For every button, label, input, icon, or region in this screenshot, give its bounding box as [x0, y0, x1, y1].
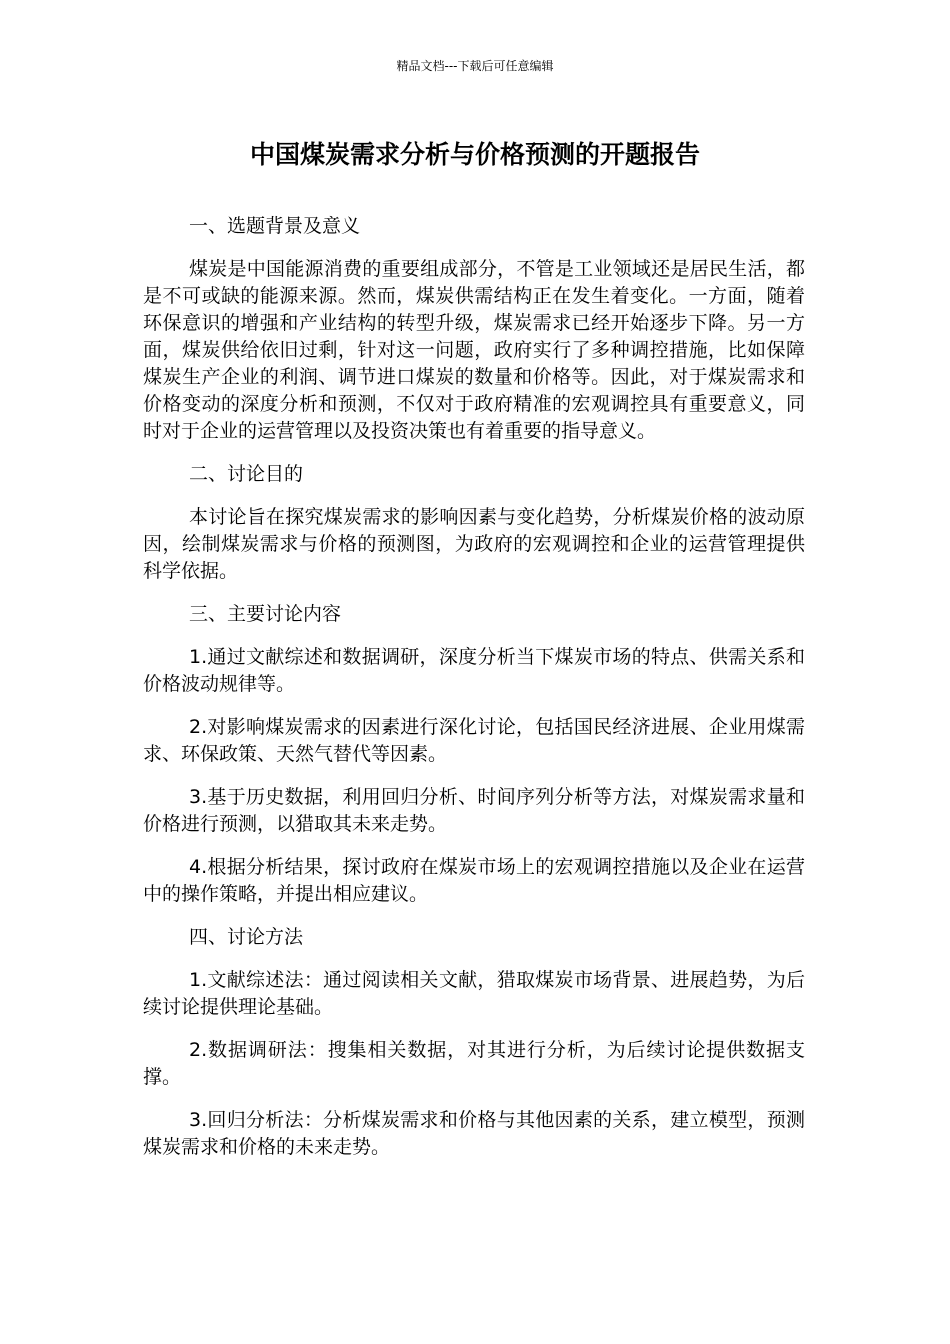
section-methods	[143, 924, 805, 1161]
list-item: 1.文献综述法：通过阅读相关文献，猎取煤炭市场背景、进展趋势，为后续讨论提供理论基础。	[143, 969, 805, 1018]
header-note: 精品文档---下载后可任意编辑	[396, 59, 554, 73]
list-item: 4.根据分析结果，探讨政府在煤炭市场上的宏观调控措施以及企业在运营中的操作策略，并提出相应建议。	[143, 856, 805, 905]
section-heading: 四、讨论方法	[189, 926, 304, 948]
section-heading: 一、选题背景及意义	[189, 215, 361, 237]
list-item: 1.通过文献综述和数据调研，深度分析当下煤炭市场的特点、供需关系和价格波动规律等。	[143, 646, 805, 695]
section-heading: 三、主要讨论内容	[189, 603, 342, 625]
body-paragraph: 本讨论旨在探究煤炭需求的影响因素与变化趋势，分析煤炭价格的波动原因，绘制煤炭需求与价格的预测图，为政府的宏观调控和企业的运营管理提供科学依据。	[143, 506, 805, 582]
section-content	[143, 601, 805, 908]
list-item: 3.回归分析法：分析煤炭需求和价格与其他因素的关系，建立模型，预测煤炭需求和价格的未来走势。	[143, 1109, 805, 1158]
list-item: 3.基于历史数据，利用回归分析、时间序列分析等方法，对煤炭需求量和价格进行预测，以猎取其未来走势。	[143, 786, 805, 835]
document-title: 中国煤炭需求分析与价格预测的开题报告	[249, 140, 700, 169]
document-body	[143, 213, 805, 1177]
body-paragraph: 煤炭是中国能源消费的重要组成部分，不管是工业领域还是居民生活，都是不可或缺的能源来源。然而，煤炭供需结构正在发生着变化。一方面，随着环保意识的增强和产业结构的转型升级，煤炭需求已经开始逐步下降。另一方面，煤炭供给依旧过剩，针对这一问题，政府实行了多种调控措施，比如保障煤炭生产企业的利润、调节进口煤炭的数量和价格等。因此，对于煤炭需求和价格变动的深度分析和预测，不仅对于政府精准的宏观调控具有重要意义，同时对于企业的运营管理以及投资决策也有着重要的指导意义。	[143, 258, 805, 442]
list-item: 2.数据调研法：搜集相关数据，对其进行分析，为后续讨论提供数据支撑。	[143, 1039, 805, 1088]
section-background	[143, 213, 805, 445]
list-item: 2.对影响煤炭需求的因素进行深化讨论，包括国民经济进展、企业用煤需求、环保政策、天然气替代等因素。	[143, 716, 805, 765]
section-heading: 二、讨论目的	[189, 463, 304, 485]
section-purpose	[143, 461, 805, 585]
